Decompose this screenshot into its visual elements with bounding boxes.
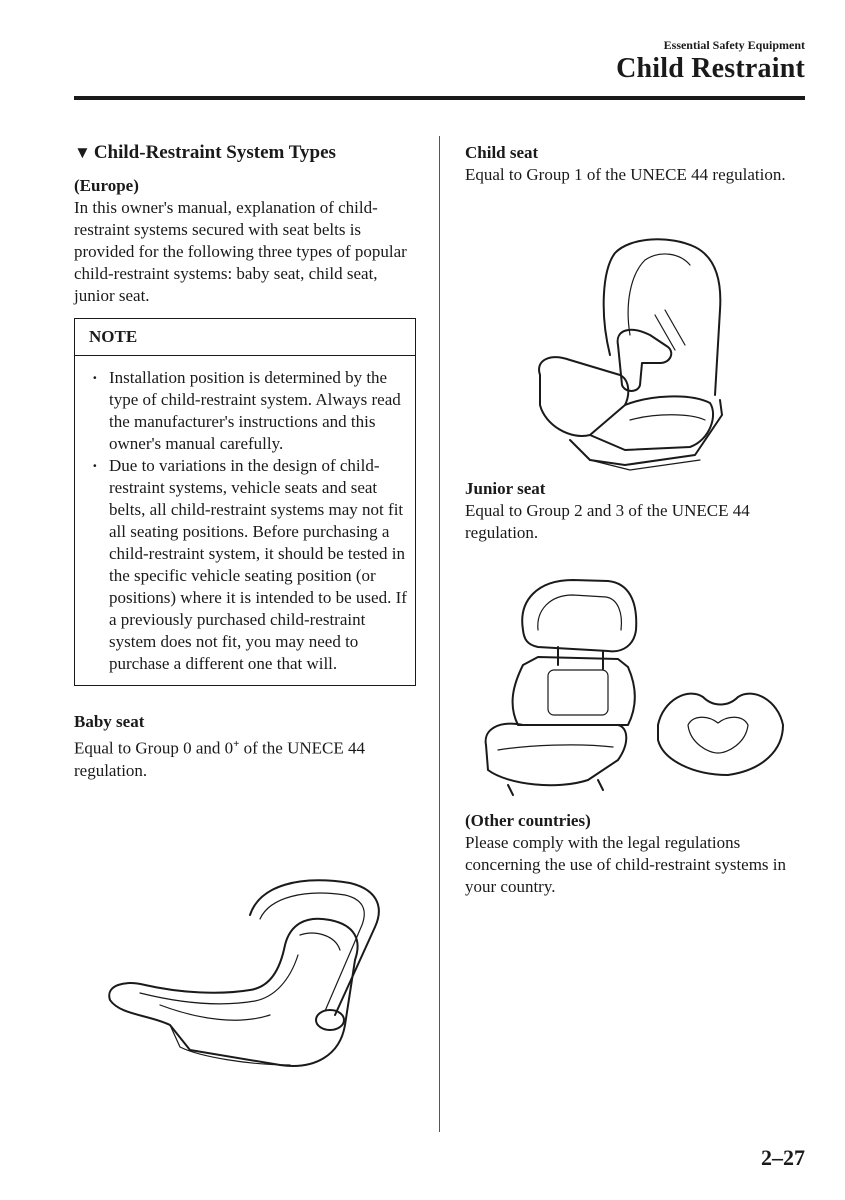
junior-seat-title: Junior seat xyxy=(465,479,546,498)
other-countries-label: (Other countries) xyxy=(465,811,591,830)
junior-seat-illustration xyxy=(478,575,798,800)
column-divider xyxy=(439,136,440,1132)
junior-seat-text: Equal to Group 2 and 3 of the UNECE 44 regulation. xyxy=(465,501,750,542)
section-heading xyxy=(74,140,416,166)
baby-seat-text-pre: Equal to Group 0 and 0 xyxy=(74,738,234,758)
section-label: Essential Safety Equipment xyxy=(663,38,805,52)
baby-seat-text xyxy=(74,733,416,782)
note-list xyxy=(75,356,415,685)
note-title: NOTE xyxy=(75,319,415,356)
child-seat-title: Child seat xyxy=(465,143,539,162)
section-heading-text: Child-Restraint System Types xyxy=(93,142,336,163)
baby-seat-text-post: of the UNECE 44 regulation. xyxy=(74,738,365,780)
junior-seat-block xyxy=(465,478,805,544)
other-countries-text: Please comply with the legal regulations concerning the use of child-restraint systems in your country. xyxy=(465,833,787,896)
baby-seat-illustration xyxy=(100,875,390,1075)
header-rule xyxy=(74,96,805,100)
page-number: 2–27 xyxy=(761,1145,805,1170)
child-seat-illustration xyxy=(530,235,730,475)
right-column xyxy=(465,140,805,186)
triangle-bullet-icon: ▼ xyxy=(74,143,91,162)
note-item: · Due to variations in the design of child-restraint systems, vehicle seats and seat belts, all child-restraint systems may not fit all seating positions. Before purchasing a child-restraint system, it should be tested in the specific vehicle seating position (or positions) where it is intended to be used. If a previously purchased child-restraint system does not fit, you may need to purchase a different one that will. xyxy=(89,455,407,675)
baby-seat-text-sup: + xyxy=(233,738,240,750)
baby-seat-title: Baby seat xyxy=(74,712,145,731)
other-countries-block xyxy=(465,810,805,898)
europe-label: (Europe) xyxy=(74,176,139,195)
child-seat-text: Equal to Group 1 of the UNECE 44 regulation. xyxy=(465,165,786,184)
europe-text: In this owner's manual, explanation of child-restraint systems secured with seat belts is provided for the following three types of popular child-restraint systems: baby seat, child seat, junior seat. xyxy=(74,198,407,305)
page-title: Child Restraint xyxy=(616,53,805,84)
left-column xyxy=(74,140,416,782)
note-item: · Installation position is determined by the type of child-restraint system. Always read the manufacturer's instructions and this owner's manual carefully. xyxy=(89,367,407,455)
note-box xyxy=(74,318,416,686)
